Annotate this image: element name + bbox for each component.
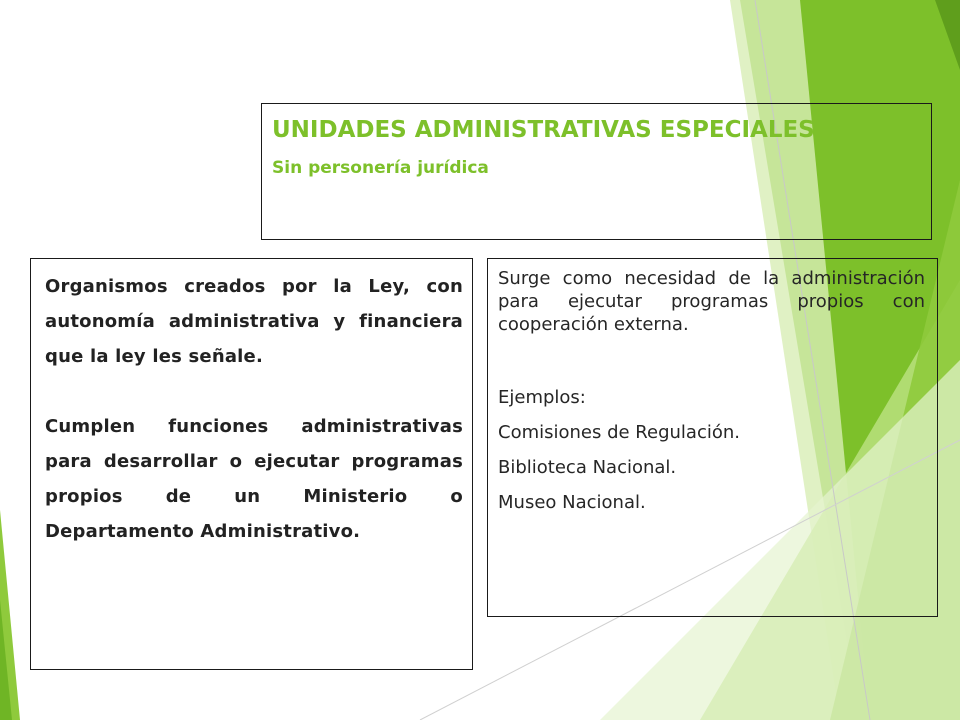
definition-paragraph: Organismos creados por la Ley, con autonomía administrativa y financiera que la ley les señale. — [45, 276, 463, 367]
list-item: Ejemplos: — [498, 387, 586, 408]
list-item: Biblioteca Nacional. — [498, 457, 677, 478]
page-subtitle: Sin personería jurídica — [272, 158, 489, 178]
examples-list — [498, 380, 925, 520]
title-box — [261, 103, 932, 240]
list-item: Comisiones de Regulación. — [498, 422, 740, 443]
functions-paragraph: Cumplen funciones administrativas para desarrollar o ejecutar programas propios de un Ministerio o Departamento Administrativo. — [45, 416, 463, 542]
page-title: UNIDADES ADMINISTRATIVAS ESPECIALES — [272, 117, 815, 143]
list-item: Museo Nacional. — [498, 492, 646, 513]
origin-paragraph: Surge como necesidad de la administración para ejecutar programas propios con cooperación externa. — [498, 268, 925, 335]
examples-box — [487, 258, 938, 617]
definition-box — [30, 258, 473, 670]
